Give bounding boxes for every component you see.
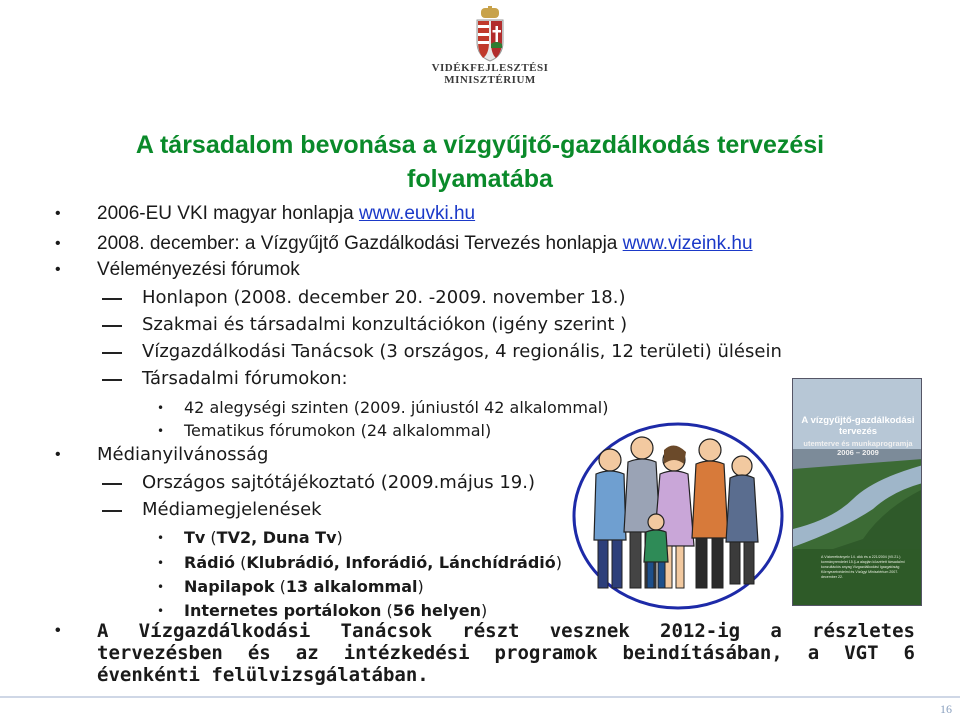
media-type: Internetes portálokon: [184, 601, 382, 620]
bullet-dot-icon: •: [157, 424, 165, 438]
bullet-dot-icon: •: [157, 531, 165, 545]
vizeink-link[interactable]: www.vizeink.hu: [622, 233, 753, 254]
bullet-dot-icon: •: [55, 261, 61, 278]
people-clipart: [570, 420, 785, 610]
cover-subtitle: [797, 439, 919, 457]
dash-icon: [102, 483, 122, 485]
final-bullet-text: A Vízgazdálkodási Tanácsok részt vesznek 2012-ig a részletes tervezésben és az intézkedési programok beindításában, a VGT 6 évenkénti felülvizsgálatában.: [97, 620, 915, 686]
bullet-dot-icon: •: [55, 622, 61, 639]
media-type: Rádió: [184, 553, 236, 572]
coat-of-arms-icon: [473, 6, 507, 62]
bullet-dot-icon: •: [55, 205, 61, 222]
media-type: Napilapok: [184, 577, 275, 596]
bullet-dot-icon: •: [157, 604, 165, 618]
sub-bullet-text: Országos sajtótájékoztató (2009.május 19.): [142, 472, 536, 493]
page-number: 16: [940, 702, 952, 716]
footer-divider: [0, 696, 960, 698]
ministry-logo: [415, 6, 565, 96]
media-paren: (: [381, 601, 393, 620]
media-paren: (: [274, 577, 286, 596]
media-paren: ): [417, 577, 424, 596]
cover-subtitle-line-2: 2006 – 2009: [837, 448, 879, 457]
bullet-text: Véleményezési fórumok: [97, 259, 300, 280]
bullet-dot-icon: •: [55, 446, 61, 463]
logo-line-1: VIDÉKFEJLESZTÉSI: [431, 62, 549, 74]
bullet-text: 2008. december: a Vízgyűjtő Gazdálkodási Tervezés honlapja: [97, 233, 623, 254]
bullet-dot-icon: •: [157, 580, 165, 594]
media-detail: 56 helyen: [392, 601, 481, 620]
sub-bullet-text: Médiamegjelenések: [142, 499, 322, 520]
bullet-dot-icon: •: [157, 401, 165, 415]
media-type: Tv: [184, 528, 206, 547]
media-paren: (: [205, 528, 217, 547]
sub-bullet-text: Vízgazdálkodási Tanácsok (3 országos, 4 regionális, 12 területi) ülésein: [142, 341, 782, 362]
book-cover-image: [792, 378, 922, 606]
cover-body-text: A Vízkeretirányelv 14. cikk és a 221/2004 (VII.21.) kormányrendelet 15.§-a alapján közzétett társadalmi konzultációs anyag Vízgazdálkodási Igazgatóság Környezetvédelmi és Vízügyi Minisztérium 2007. december 22.: [821, 555, 905, 579]
euvki-link[interactable]: www.euvki.hu: [358, 203, 476, 224]
cover-title: A vízgyűjtő-gazdálkodási tervezés: [801, 415, 915, 437]
media-paren: ): [336, 528, 343, 547]
cover-subtitle-line-1: utemterve és munkaprogramja: [803, 439, 913, 448]
media-paren: ): [555, 553, 562, 572]
sub-bullet-text: Szakmai és társadalmi konzultációkon (igény szerint ): [142, 314, 628, 335]
dash-icon: [102, 352, 122, 354]
dash-icon: [102, 379, 122, 381]
media-detail: 13 alkalommal: [285, 577, 418, 596]
dash-icon: [102, 325, 122, 327]
media-paren: (: [235, 553, 247, 572]
slide-title: A társadalom bevonása a vízgyűjtő-gazdálkodás tervezési folyamatába: [135, 131, 825, 193]
bullet-dot-icon: •: [157, 556, 165, 570]
bullet-text: 2006-EU VKI magyar honlapja: [97, 203, 359, 224]
dash-icon: [102, 510, 122, 512]
bullet-text: Médianyilvánosság: [97, 444, 269, 465]
media-detail: TV2, Duna Tv: [216, 528, 337, 547]
sub-sub-bullet-text: 42 alegységi szinten (2009. júniustól 42 alkalommal): [184, 398, 609, 417]
media-detail: Klubrádió, Inforádió, Lánchídrádió: [246, 553, 556, 572]
bullet-dot-icon: •: [55, 235, 61, 252]
sub-bullet-text: Társadalmi fórumokon:: [142, 368, 348, 389]
sub-sub-bullet-text: Tematikus fórumokon (24 alkalommal): [184, 421, 492, 440]
logo-line-2: MINISZTÉRIUM: [444, 74, 536, 86]
dash-icon: [102, 298, 122, 300]
media-paren: ): [480, 601, 488, 620]
sub-bullet-text: Honlapon (2008. december 20. -2009. november 18.): [142, 287, 626, 308]
